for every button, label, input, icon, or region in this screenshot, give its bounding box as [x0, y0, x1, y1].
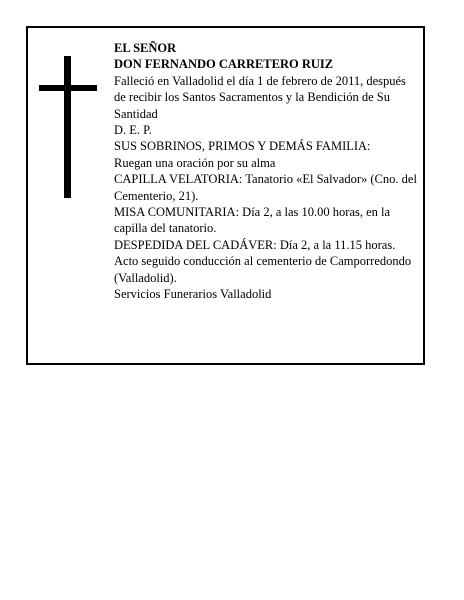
cross-horizontal-bar: [39, 85, 97, 91]
family-line: SUS SOBRINOS, PRIMOS Y DEMÁS FAMILIA:: [114, 139, 371, 154]
title-line-1: EL SEÑOR: [114, 41, 177, 55]
obituary-notice: [26, 26, 425, 365]
deceased-name: DON FERNANDO CARRETERO RUIZ: [114, 57, 334, 72]
prayer-request: Ruegan una oración por su alma: [114, 155, 276, 170]
notice-text: [114, 40, 420, 303]
cross-vertical-bar: [64, 56, 71, 198]
chapel-info: CAPILLA VELATORIA: Tanatorio «El Salvador» (Cno. del Cementerio, 21).: [114, 172, 417, 203]
funeral-services: Servicios Funerarios Valladolid: [114, 287, 272, 302]
rip-text: D. E. P.: [114, 123, 152, 138]
death-statement: Falleció en Valladolid el día 1 de febrero de 2011, después de recibir los Santos Sacramentos y la Bendición de Su Santidad: [114, 73, 406, 121]
farewell-info: DESPEDIDA DEL CADÁVER: Día 2, a la 11.15 horas. Acto seguido conducción al cementerio de Camporredondo (Valladolid).: [114, 237, 412, 285]
mass-info: MISA COMUNITARIA: Día 2, a las 10.00 horas, en la capilla del tanatorio.: [114, 205, 391, 236]
